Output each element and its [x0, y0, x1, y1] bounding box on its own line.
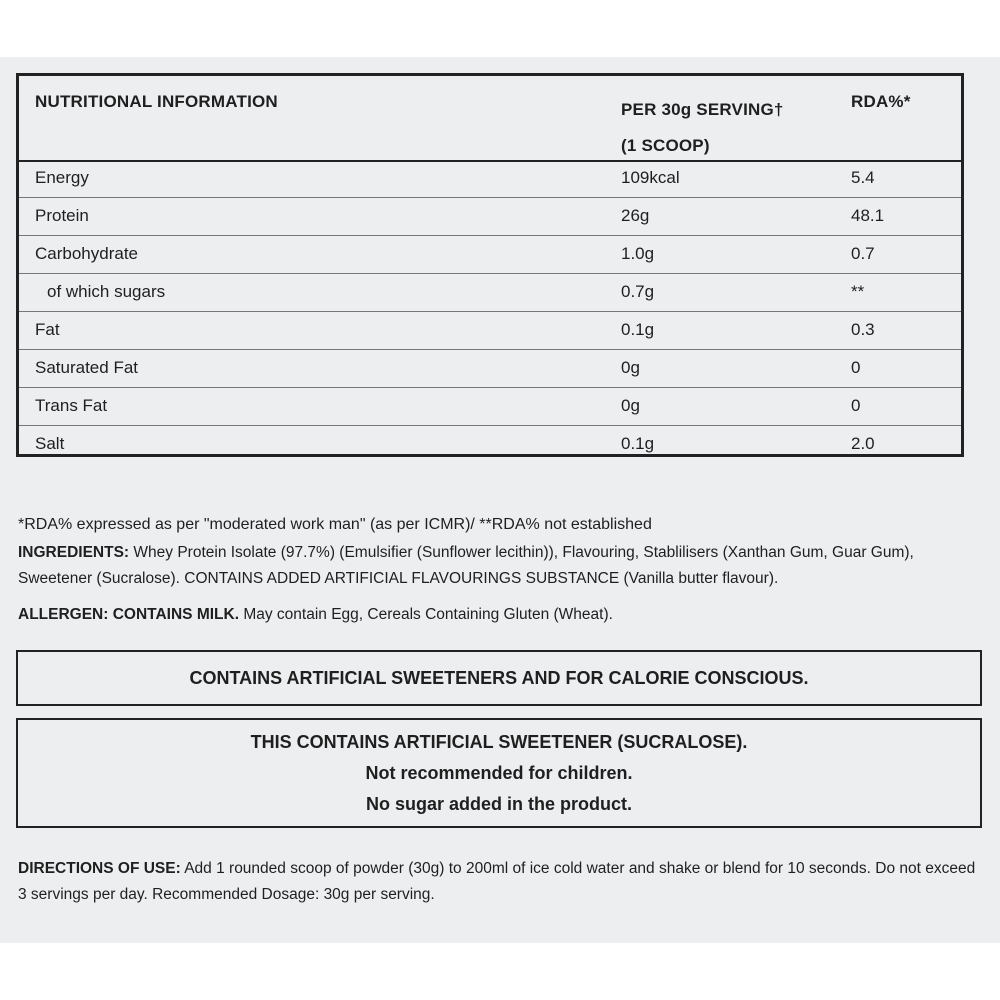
nutrient-serving: 0.7g	[621, 282, 655, 301]
nutrition-table	[16, 73, 964, 457]
warning-line-1: THIS CONTAINS ARTIFICIAL SWEETENER (SUCRALOSE).	[250, 731, 748, 752]
nutrient-serving: 0g	[621, 358, 640, 377]
table-row	[19, 198, 961, 236]
ingredients-text: Whey Protein Isolate (97.7%) (Emulsifier (Sunflower lecithin)), Flavouring, Stablilisers (Xanthan Gum, Guar Gum), Sweetener (Sucralose). CONTAINS ADDED ARTIFICIAL FLAVOURINGS SUBSTANCE (Vanilla butter flavour).	[18, 544, 914, 587]
allergen-paragraph	[18, 602, 978, 628]
warning-line-2: Not recommended for children.	[365, 762, 633, 783]
sweetener-notice-box	[16, 650, 982, 706]
table-row	[19, 236, 961, 274]
nutrient-name: of which sugars	[47, 282, 166, 301]
table-row	[19, 274, 961, 312]
nutrition-table-header	[19, 76, 961, 162]
nutrient-serving: 1.0g	[621, 244, 655, 263]
ingredients-label: INGREDIENTS:	[18, 544, 130, 561]
table-row	[19, 426, 961, 463]
nutrient-rda: 0	[851, 358, 861, 377]
allergen-text: May contain Egg, Cereals Containing Gluten (Wheat).	[239, 606, 613, 623]
table-row	[19, 160, 961, 198]
header-nutritional-information: NUTRITIONAL INFORMATION	[35, 92, 278, 111]
nutrient-name: Salt	[35, 434, 65, 453]
header-rda: RDA%*	[851, 92, 911, 111]
directions-text: Add 1 rounded scoop of powder (30g) to 200ml of ice cold water and shake or blend for 10 seconds. Do not exceed 3 servings per day. Recommended Dosage: 30g per serving.	[18, 860, 976, 903]
table-row	[19, 388, 961, 426]
nutrient-serving: 26g	[621, 206, 650, 225]
table-row	[19, 350, 961, 388]
allergen-label: ALLERGEN: CONTAINS MILK.	[18, 606, 240, 623]
nutrient-name: Saturated Fat	[35, 358, 139, 377]
nutrient-rda: 5.4	[851, 168, 875, 187]
header-serving-line1: PER 30g SERVING†	[621, 100, 784, 119]
nutrient-rda: 2.0	[851, 434, 875, 453]
nutrient-rda: 0	[851, 396, 861, 415]
nutrient-name: Fat	[35, 320, 60, 339]
sucralose-warning-box	[16, 718, 982, 828]
nutrient-rda: 0.7	[851, 244, 875, 263]
nutrient-name: Trans Fat	[35, 396, 108, 415]
directions-paragraph	[18, 856, 978, 908]
warning-line-3: No sugar added in the product.	[365, 793, 632, 814]
table-row	[19, 312, 961, 350]
nutrient-name: Carbohydrate	[35, 244, 139, 263]
nutrition-rows	[19, 160, 961, 463]
nutrient-rda: **	[851, 282, 865, 301]
directions-label: DIRECTIONS OF USE:	[18, 860, 181, 877]
nutrient-name: Protein	[35, 206, 89, 225]
header-serving-line2: (1 SCOOP)	[621, 136, 710, 155]
header-serving	[621, 92, 784, 164]
sweetener-notice-text: CONTAINS ARTIFICIAL SWEETENERS AND FOR CALORIE CONSCIOUS.	[189, 667, 809, 688]
nutrient-serving: 0.1g	[621, 434, 655, 453]
ingredients-paragraph	[18, 540, 978, 592]
nutrient-rda: 48.1	[851, 206, 885, 225]
nutrient-serving: 0.1g	[621, 320, 655, 339]
rda-footnote: *RDA% expressed as per "moderated work man" (as per ICMR)/ **RDA% not established	[18, 516, 652, 533]
nutrient-serving: 109kcal	[621, 168, 680, 187]
nutrient-serving: 0g	[621, 396, 640, 415]
nutrient-name: Energy	[35, 168, 89, 187]
nutrient-rda: 0.3	[851, 320, 875, 339]
